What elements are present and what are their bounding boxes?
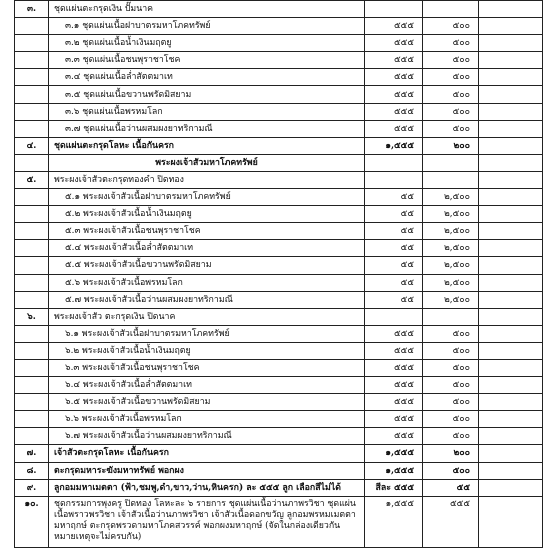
item-price: ๕๕๕ [423,496,479,547]
row-number [15,274,49,291]
row-number [15,291,49,308]
row-number [15,240,49,257]
item-extra [479,411,543,428]
item-price: ๕๕ [423,479,479,496]
item-extra [479,223,543,240]
item-price: ๒,๕๐๐ [423,240,479,257]
table-row [15,411,543,428]
item-description: ๖.๒ พระผงเจ้าสัวเนื้อน้ำเงินมฤตยู [49,342,365,359]
item-price: ๕๐๐ [423,86,479,103]
row-number [15,189,49,206]
table-row [15,18,543,35]
item-quantity [365,1,423,18]
item-quantity: ๕๕๕ [365,120,423,137]
table-row [15,86,543,103]
item-quantity: ๑,๕๕๕ [365,445,423,462]
item-extra [479,189,543,206]
row-number: ๘. [15,462,49,479]
item-extra [479,120,543,137]
section-number-cell [15,154,49,171]
item-quantity: ๕๕๕ [365,428,423,445]
item-price: ๒,๕๐๐ [423,189,479,206]
items-table [14,0,543,548]
item-description: ๖.๓ พระผงเจ้าสัวเนื้อชนพุราชาโชค [49,359,365,376]
table-row [15,206,543,223]
row-number: ๕. [15,171,49,188]
item-description: พระผงเจ้าสัว ตะกรุดเงิน ปิดนาค [49,308,365,325]
row-number [15,411,49,428]
item-description: ๓.๗ ชุดแผ่นเนื้อว่านผสมผงยาทริกามณี [49,120,365,137]
item-extra [479,342,543,359]
row-number: ๙. [15,479,49,496]
item-price: ๒๐๐ [423,137,479,154]
item-extra [479,137,543,154]
item-quantity: ๕๕๕ [365,359,423,376]
table-row [15,462,543,479]
item-price: ๕๐๐ [423,462,479,479]
table-row [15,445,543,462]
item-price [423,308,479,325]
item-price: ๒,๕๐๐ [423,206,479,223]
table-row [15,377,543,394]
item-description: ๓.๓ ชุดแผ่นเนื้อชนพุราชาโชค [49,52,365,69]
item-price: ๕๐๐ [423,428,479,445]
item-quantity: ๕๕๕ [365,394,423,411]
item-extra [479,359,543,376]
item-quantity: ๕๕๕ [365,325,423,342]
item-price: ๕๐๐ [423,394,479,411]
item-price: ๒,๕๐๐ [423,291,479,308]
row-number: ๑๐. [15,496,49,547]
item-description: ชุดกรรมการพุงครู ปิดทอง โลหะละ ๖ รายการ ชุดแผ่นเนื้อว่านภาพรวิชา ชุดแผ่นเนื้อพราวพรวิชา เจ้าสัวเนื้อว่านภาพรวิชา เจ้าสัวเนื้อดอกขวัญ ลูกอมพรหมเมตตามหาฤกษ์ ตะกรุดพรวดามหาโภคสวรรค์ พอกผงมหาฤกษ์ (จัดในกล่องเดียวกัน หมายเหตุจะไม่ครบกัน) [49,496,365,547]
item-description: พระผงเจ้าสัวตะกรุดทองคำ ปิดทอง [49,171,365,188]
table-row [15,325,543,342]
row-number [15,35,49,52]
table-row [15,428,543,445]
qty-cell [365,154,423,171]
table-row [15,274,543,291]
row-number [15,359,49,376]
item-description: ๖.๔ พระผงเจ้าสัวเนื้อล่ำสัตตมาเท [49,377,365,394]
row-number: ๓. [15,1,49,18]
table-row [15,1,543,18]
row-number: ๖. [15,308,49,325]
item-extra [479,18,543,35]
row-number [15,120,49,137]
item-quantity: ๕๕๕ [365,411,423,428]
row-number [15,377,49,394]
item-description: ๓.๔ ชุดแผ่นเนื้อล่ำสัตตมาเท [49,69,365,86]
item-extra [479,52,543,69]
item-description: ๓.๖ ชุดแผ่นเนื้อพรหมโลก [49,103,365,120]
table-row [15,291,543,308]
item-extra [479,496,543,547]
item-quantity: ๕๕๕ [365,377,423,394]
table-row [15,359,543,376]
item-quantity: ๕๕ [365,291,423,308]
item-price: ๕๐๐ [423,103,479,120]
item-price: ๒,๕๐๐ [423,274,479,291]
item-price: ๒,๕๐๐ [423,223,479,240]
item-quantity: ๕๕ [365,223,423,240]
item-extra [479,274,543,291]
item-extra [479,462,543,479]
price-cell [423,154,479,171]
item-description: ๕.๔ พระผงเจ้าสัวเนื้อล่ำสัตตมาเท [49,240,365,257]
item-quantity: ๕๕ [365,257,423,274]
table-row [15,257,543,274]
item-quantity: ๕๕๕ [365,69,423,86]
table-row [15,479,543,496]
row-number [15,223,49,240]
item-extra [479,69,543,86]
item-quantity [365,171,423,188]
items-table-body [15,1,543,548]
table-row [15,189,543,206]
item-extra [479,377,543,394]
item-extra [479,1,543,18]
item-extra [479,428,543,445]
item-quantity: ๕๕ [365,206,423,223]
item-description: ๓.๒ ชุดแผ่นเนื้อน้ำเงินมฤตยู [49,35,365,52]
item-price: ๒๐๐ [423,445,479,462]
item-description: ๖.๖ พระผงเจ้าสัวเนื้อพรหมโลก [49,411,365,428]
item-price: ๕๐๐ [423,411,479,428]
row-number [15,52,49,69]
item-description: ๕.๑ พระผงเจ้าสัวเนื้อฝาบาตรมหาโภคทรัพย์ [49,189,365,206]
item-price: ๒,๕๐๐ [423,257,479,274]
item-quantity: ๕๕ [365,274,423,291]
row-number [15,18,49,35]
table-row [15,308,543,325]
row-number [15,103,49,120]
table-row [15,240,543,257]
row-number [15,86,49,103]
row-number [15,342,49,359]
item-description: ๖.๑ พระผงเจ้าสัวเนื้อฝาบาตรมหาโภคทรัพย์ [49,325,365,342]
item-price: ๕๐๐ [423,377,479,394]
item-extra [479,291,543,308]
item-description: ๖.๗ พระผงเจ้าสัวเนื้อว่านผสมผงยาทริกามณี [49,428,365,445]
item-quantity [365,308,423,325]
item-price: ๕๐๐ [423,325,479,342]
item-price [423,1,479,18]
item-extra [479,394,543,411]
table-row [15,496,543,547]
item-extra [479,86,543,103]
item-extra [479,206,543,223]
item-extra [479,240,543,257]
item-description: ๕.๗ พระผงเจ้าสัวเนื้อว่านผสมผงยาทริกามณี [49,291,365,308]
table-row [15,223,543,240]
item-quantity: ๕๕๕ [365,86,423,103]
row-number: ๔. [15,137,49,154]
item-extra [479,171,543,188]
table-row [15,137,543,154]
item-description: ๕.๖ พระผงเจ้าสัวเนื้อพรหมโลก [49,274,365,291]
item-extra [479,257,543,274]
item-quantity: ๕๕๕ [365,35,423,52]
item-description: ๓.๕ ชุดแผ่นเนื้อขวานพรัดมิสยาม [49,86,365,103]
section-title: พระผงเจ้าสัวมหาโภคทรัพย์ [49,154,365,171]
item-extra [479,35,543,52]
item-quantity: ๑,๕๕๕ [365,496,423,547]
item-quantity: ๑,๕๕๕ [365,462,423,479]
item-quantity: ๕๕ [365,240,423,257]
item-description: ลูกอมมหาเมตตา (ฟ้า,ชมพู,ดำ,ขาว,ว่าน,หินครก) ละ ๕๕๕ ลูก เลือกสีไม่ได้ [49,479,365,496]
item-extra [479,479,543,496]
item-price [423,171,479,188]
item-price: ๕๐๐ [423,52,479,69]
item-description: ๓.๑ ชุดแผ่นเนื้อฝาบาตรมหาโภคทรัพย์ [49,18,365,35]
item-extra [479,445,543,462]
item-description: ๖.๕ พระผงเจ้าสัวเนื้อขวานพรัดมิสยาม [49,394,365,411]
item-description: ตะกรุดมหาระฆังมหาทรัพย์ พอกผง [49,462,365,479]
row-number [15,257,49,274]
item-price: ๕๐๐ [423,342,479,359]
item-quantity: ๑,๕๕๕ [365,137,423,154]
item-description: ๕.๕ พระผงเจ้าสัวเนื้อขวานพรัดมิสยาม [49,257,365,274]
item-extra [479,325,543,342]
item-quantity: ๕๕๕ [365,52,423,69]
item-quantity: ๕๕๕ [365,18,423,35]
table-row [15,394,543,411]
item-quantity: ๕๕๕ [365,342,423,359]
table-row [15,103,543,120]
table-row [15,120,543,137]
item-quantity: สีละ ๕๕๕ [365,479,423,496]
item-description: เจ้าสัวตะกรุดโลหะ เนื้อกันครก [49,445,365,462]
extra-cell [479,154,543,171]
row-number [15,206,49,223]
item-description: ชุดแผ่นตะกรุดโลหะ เนื้อกันครก [49,137,365,154]
item-price: ๕๐๐ [423,35,479,52]
section-header-row [15,154,543,171]
row-number: ๗. [15,445,49,462]
row-number [15,325,49,342]
row-number [15,69,49,86]
item-quantity: ๕๕ [365,189,423,206]
item-description: ๕.๒ พระผงเจ้าสัวเนื้อน้ำเงินมฤตยู [49,206,365,223]
item-extra [479,308,543,325]
row-number [15,428,49,445]
table-row [15,35,543,52]
item-description: ๕.๓ พระผงเจ้าสัวเนื้อชนพุราชาโชค [49,223,365,240]
item-description: ชุดแผ่นตะกรุดเงิน ปั๊มนาค [49,1,365,18]
item-price: ๕๐๐ [423,359,479,376]
item-price: ๕๐๐ [423,120,479,137]
item-price: ๕๐๐ [423,69,479,86]
table-row [15,342,543,359]
item-quantity: ๕๕๕ [365,103,423,120]
table-row [15,52,543,69]
table-row [15,171,543,188]
item-extra [479,103,543,120]
item-price: ๕๐๐ [423,18,479,35]
table-row [15,69,543,86]
row-number [15,394,49,411]
